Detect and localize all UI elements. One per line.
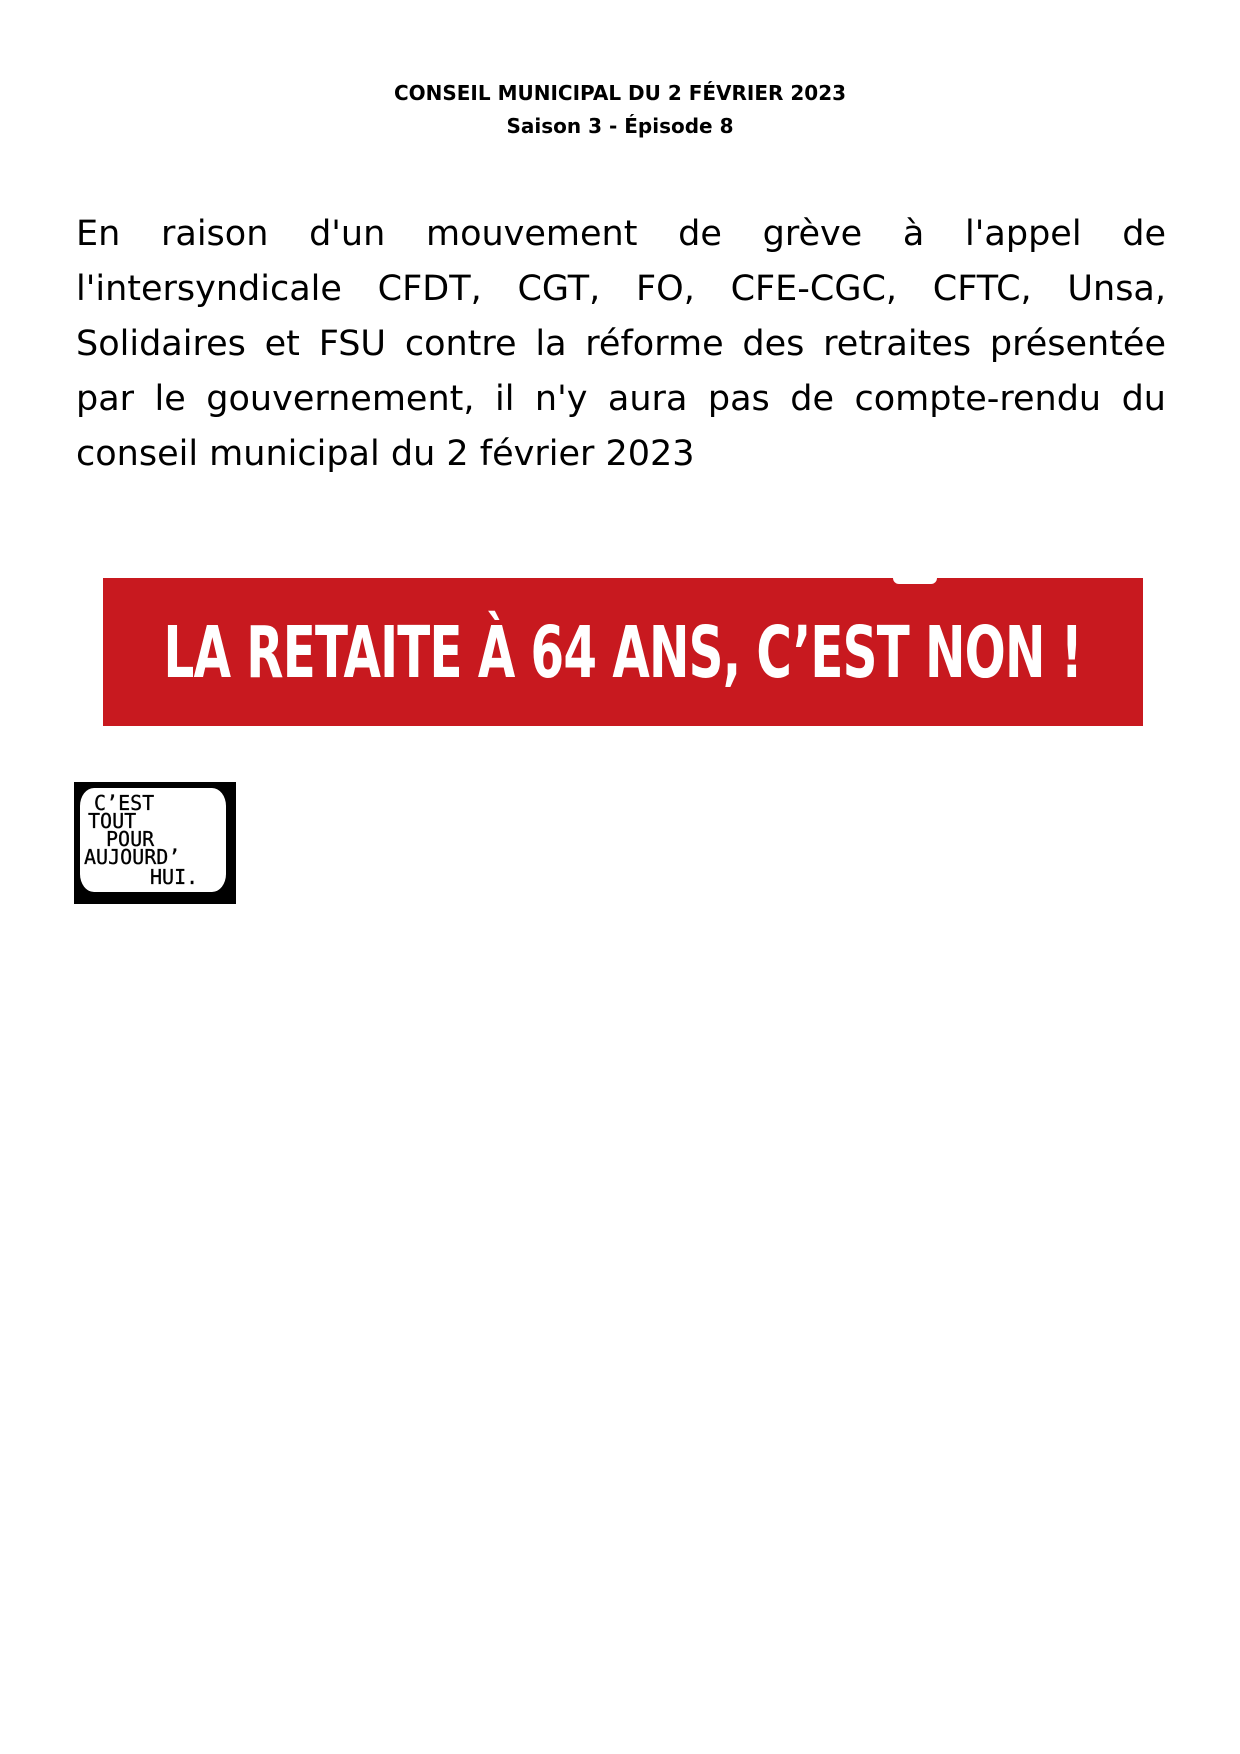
end-card-lettering bbox=[80, 788, 226, 892]
banner-text: LA RETAITE À 64 ANS, C’EST NON ! bbox=[163, 610, 1083, 694]
end-card-line-1: C’EST bbox=[94, 791, 155, 815]
end-card-screen bbox=[80, 788, 226, 892]
end-card-line-5: HUI. bbox=[150, 865, 199, 889]
end-card-line-2: TOUT bbox=[88, 809, 137, 833]
document-header bbox=[0, 76, 1240, 142]
protest-banner bbox=[103, 578, 1143, 726]
tv-screen-icon bbox=[74, 782, 236, 904]
banner-notch bbox=[893, 578, 937, 584]
end-card-line-4: AUJOURD’ bbox=[84, 845, 181, 869]
document-title: CONSEIL MUNICIPAL DU 2 FÉVRIER 2023 bbox=[393, 81, 847, 105]
document-subtitle: Saison 3 - Épisode 8 bbox=[506, 114, 734, 138]
end-card-line-3: POUR bbox=[106, 827, 155, 851]
notice-paragraph: En raison d'un mouvement de grève à l'appel de l'intersyndicale CFDT, CGT, FO, CFE-CGC, CFTC, Unsa, Solidaires et FSU contre la réforme des retraites présentée par le gouvernement, il n'y aura pas de compte-rendu du conseil municipal du 2 février 2023 bbox=[76, 214, 1166, 474]
